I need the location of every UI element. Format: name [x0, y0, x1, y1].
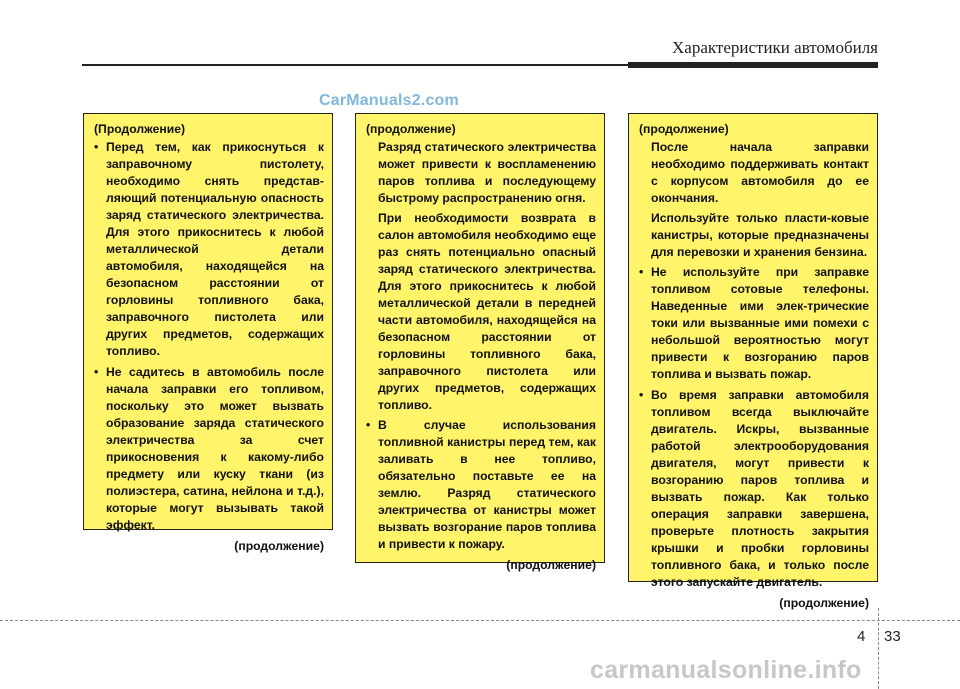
list-item: • Во время заправки автомобиля топливом всегда выключайте двигатель. Искры, вызванные работой электрооборудования двигателя, могут привести к возгоранию паров топлива и вызвать пожар. Как только операция заправки завершена, проверьте плотность закрытия крышки и пробки горловины топливного бака, и только после этого запускайте двигатель.	[639, 388, 869, 589]
list-item: • В случае использования топливной канистры перед тем, как заливать в нее топливо, обязательно поставьте ее на землю. Разряд статического электричества от канистры может вызвать возгорание паров топлива и привести к пожару.	[366, 418, 596, 551]
chapter-number: 4	[857, 628, 866, 645]
list-item: • Перед тем, как прикоснуться к заправочному пистолету, необходимо снять представ-ляющий потенциальную опасность заряд статического электричества. Для этого прикоснитесь к любой металлической детали автомобиля, находящейся на безопасном расстоянии от горловины топливного бака, заправочного пистолета или других предметов, содержащих топливо.	[94, 140, 324, 358]
bullet-icon: •	[639, 265, 644, 279]
panel-head: (Продолжение)	[94, 122, 186, 136]
list-item: • Не используйте при заправке топливом сотовые телефоны. Наведенные ими элек-трические токи или вызванные ими помехи с небольшой вероятностью могут привести к возгоранию паров топлива и вызвать пожар.	[639, 265, 869, 381]
bullet-list	[366, 417, 596, 553]
watermark-top[interactable]: CarManuals2.com	[319, 92, 459, 109]
continued-label: (продолжение)	[506, 558, 596, 572]
bullet-icon: •	[639, 388, 644, 402]
bullet-icon: •	[94, 140, 99, 154]
bullet-list	[94, 139, 324, 534]
paragraph: При необходимости возврата в салон автомобиля необходимо еще раз снять потенциально опасный заряд статического электричества. Для этого прикоснитесь к любой металлической детали в передней части автомобиля, находящейся на безопасном расстоянии от горловины топливного бака, заправочного пистолета или других предметов, содержащих топливо.	[378, 211, 596, 412]
paragraph: Используйте только пласти-ковые канистры, которые предназначены для перевозки и хранения бензина.	[651, 211, 869, 259]
header-rule-accent	[628, 62, 878, 68]
continued-label: (продолжение)	[779, 596, 869, 610]
paragraph: После начала заправки необходимо поддерживать контакт с корпусом автомобиля до ее окончания.	[651, 140, 869, 205]
bullet-list	[639, 264, 869, 591]
footer-dashed-rule	[0, 620, 960, 621]
bullet-icon: •	[366, 418, 371, 432]
warning-panel-2	[355, 113, 605, 572]
warning-panel-1	[83, 113, 333, 553]
panel-head: (продолжение)	[366, 122, 456, 136]
section-title: Характеристики автомобиля	[672, 38, 878, 57]
list-item: • Не садитесь в автомобиль после начала заправки его топливом, поскольку это может вызвать образование заряда статического электричества за счет прикосновения к какому-либо предмету или куску ткани (из полиэстера, сатина, нейлона и т.д.), которые могут вызывать такой эффект.	[94, 365, 324, 532]
warning-panel-3	[628, 113, 878, 610]
page-number: 33	[884, 628, 901, 645]
paragraph: Разряд статического электричества может привести к воспламенению паров топлива и последующему быстрому распространению огня.	[378, 140, 596, 205]
panel-head: (продолжение)	[639, 122, 729, 136]
footer-dashed-divider	[878, 608, 879, 689]
bullet-icon: •	[94, 365, 99, 379]
continued-label: (продолжение)	[234, 539, 324, 553]
watermark-bottom[interactable]: carmanualsonline.info	[590, 656, 862, 684]
